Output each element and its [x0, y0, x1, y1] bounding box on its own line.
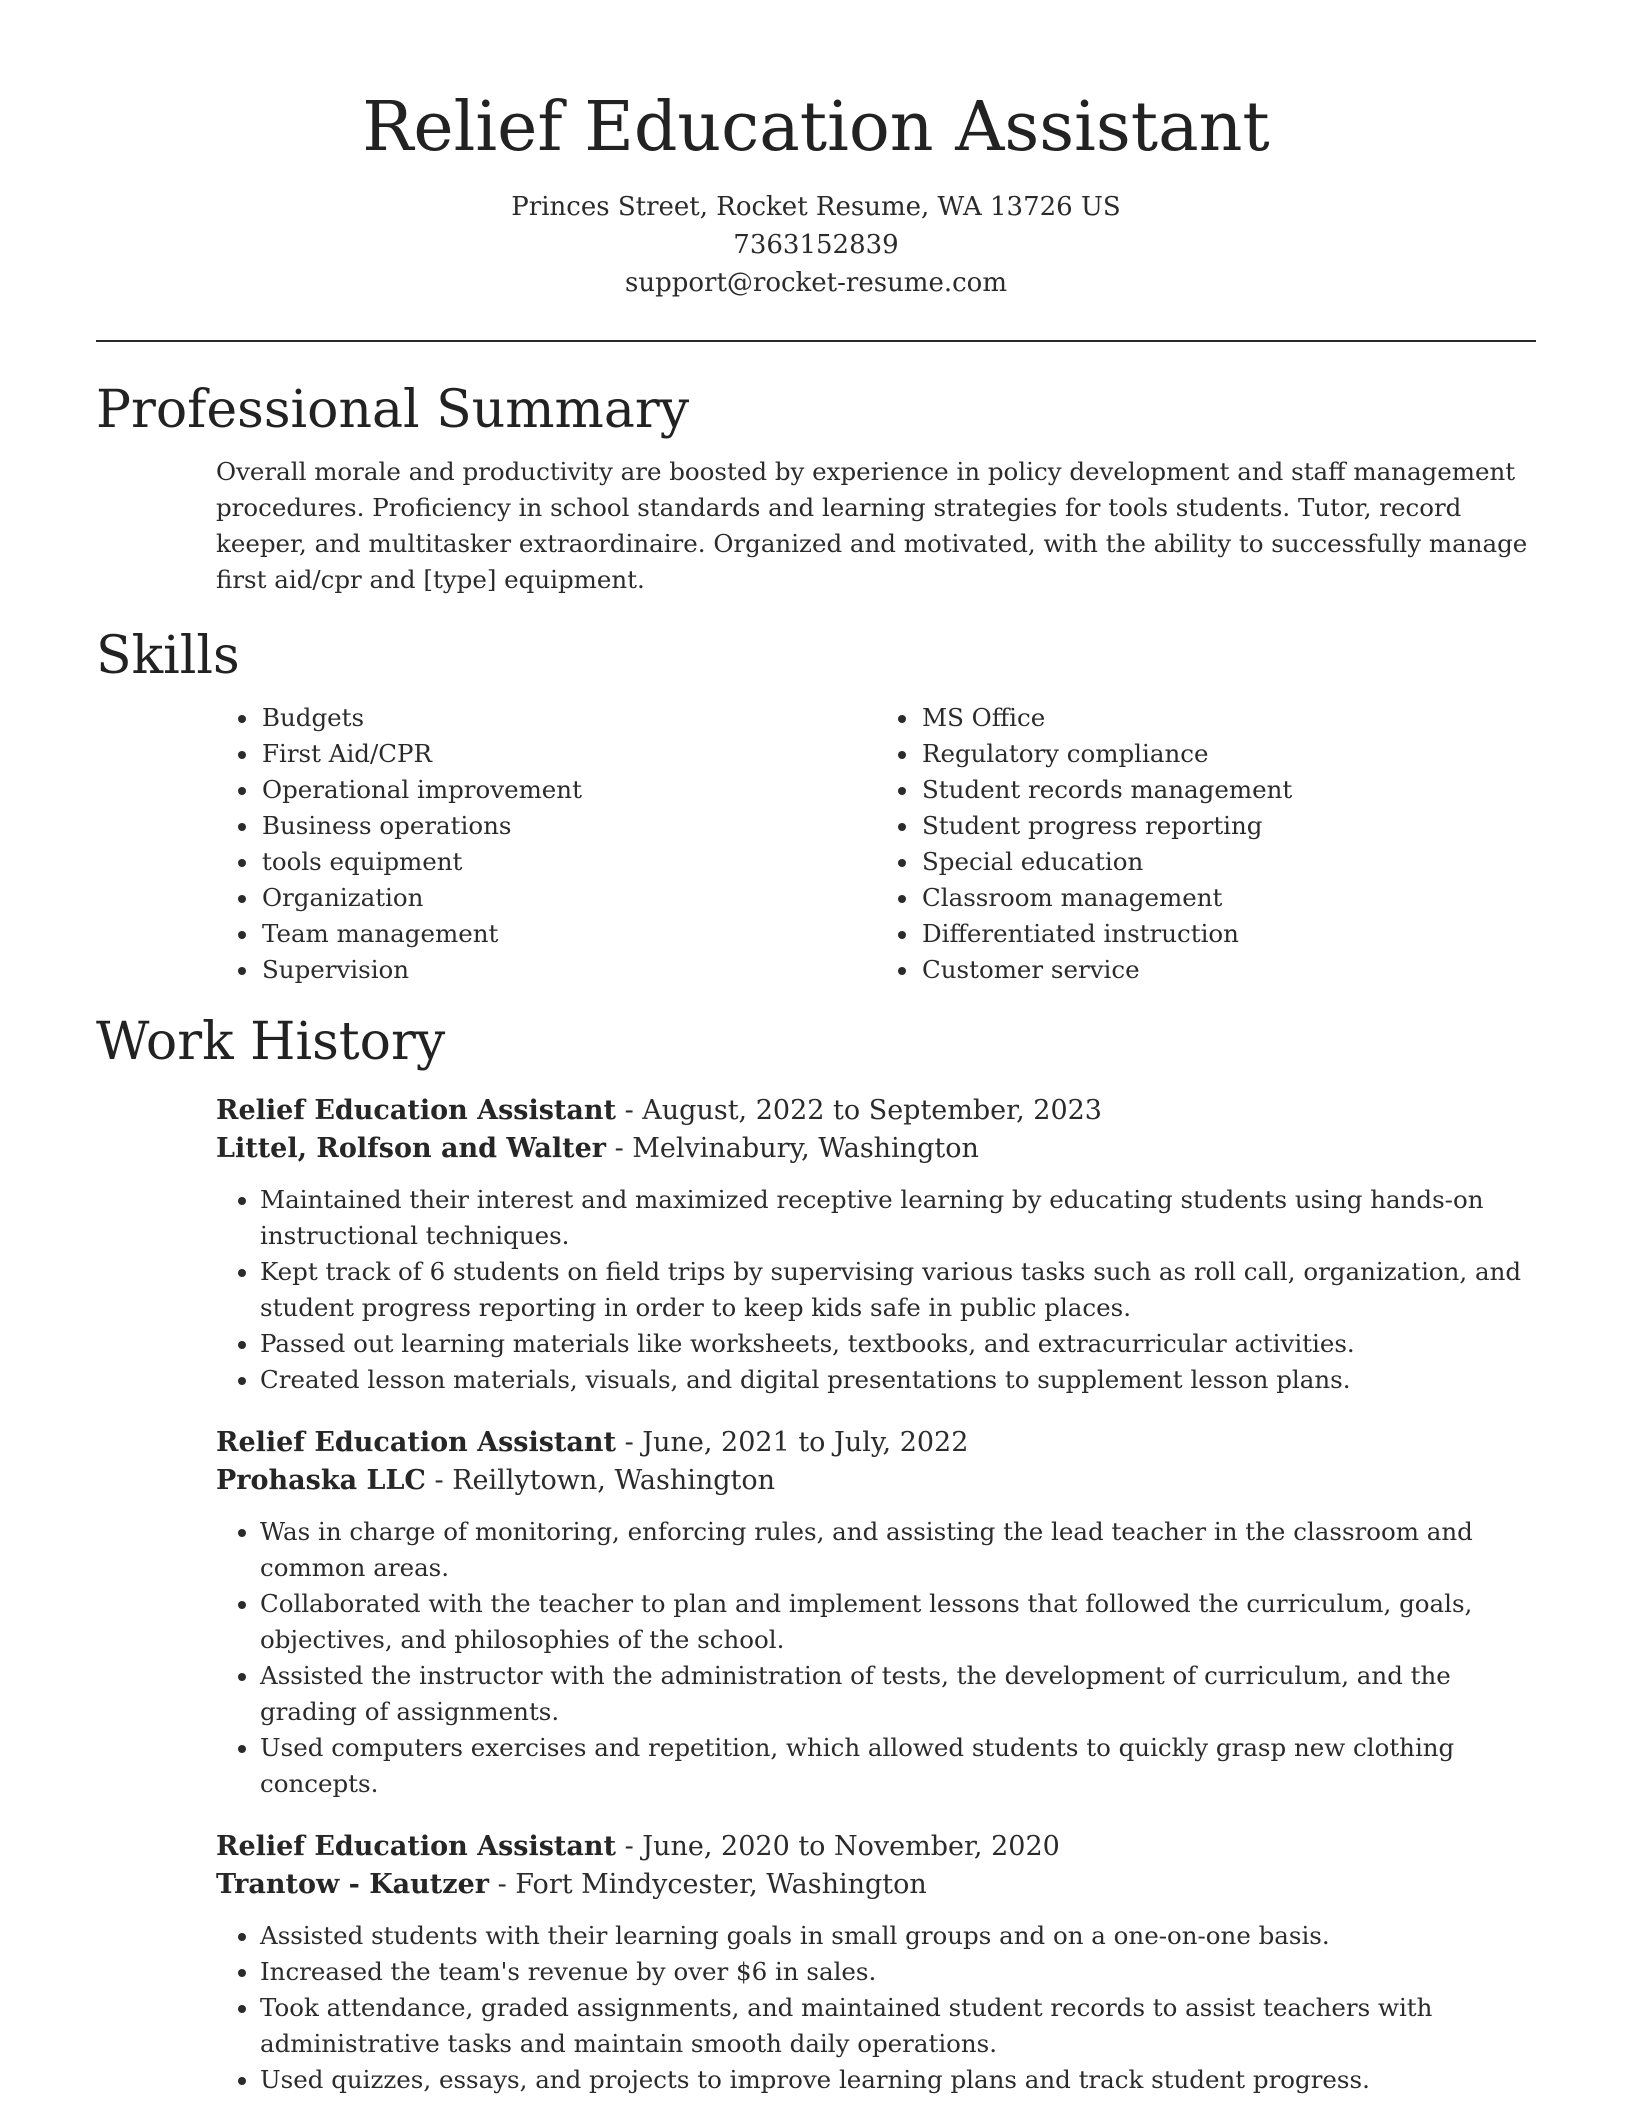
skill-item: • Supervision [260, 952, 876, 988]
job-bullet: • Used computers exercises and repetition, which allowed students to quickly grasp new clothing concepts. [260, 1730, 1536, 1802]
job-location: - Reillytown, Washington [425, 1465, 776, 1496]
summary-text: Overall morale and productivity are boosted by experience in policy development and staff management procedures. Proficiency in school standards and learning strategies for tools students. Tutor, record keeper, and multitasker extraordinaire. Organized and motivated, with the ability to successfully manage first aid/cpr and [type] equipment. [216, 457, 1528, 594]
job-bullets [216, 1182, 1536, 1398]
work-history-heading: Work History [96, 1012, 446, 1072]
job-company-line [216, 1130, 1536, 1168]
work-history-section [96, 1092, 1536, 2098]
job-bullets [216, 1918, 1536, 2098]
job-location: - Fort Mindycester, Washington [489, 1869, 927, 1900]
skills-list [96, 700, 1536, 988]
job-bullet: • Assisted students with their learning goals in small groups and on a one-on-one basis. [260, 1918, 1536, 1954]
job-title-line [216, 1092, 1536, 1130]
job-bullet: • Used quizzes, essays, and projects to improve learning plans and track student progress. [260, 2062, 1536, 2098]
job-title-line [216, 1424, 1536, 1462]
summary-heading: Professional Summary [96, 380, 690, 440]
header-divider [96, 340, 1536, 342]
email: support@rocket-resume.com [624, 268, 1007, 298]
job-role: Relief Education Assistant [216, 1831, 616, 1862]
job-entry [216, 1424, 1536, 1802]
skill-item: • Regulatory compliance [920, 736, 1536, 772]
job-role: Relief Education Assistant [216, 1427, 616, 1458]
job-dates: - June, 2020 to November, 2020 [616, 1831, 1060, 1862]
job-bullets [216, 1514, 1536, 1802]
job-dates: - June, 2021 to July, 2022 [616, 1427, 969, 1458]
skill-item: • Business operations [260, 808, 876, 844]
phone: 7363152839 [733, 230, 899, 260]
skills-heading: Skills [96, 626, 240, 686]
job-company-line [216, 1462, 1536, 1500]
skill-item: • Budgets [260, 700, 876, 736]
job-company-line [216, 1866, 1536, 1904]
candidate-name: Relief Education Assistant [362, 88, 1270, 167]
job-location: - Melvinabury, Washington [605, 1133, 979, 1164]
job-bullet: • Was in charge of monitoring, enforcing rules, and assisting the lead teacher in the classroom and common areas. [260, 1514, 1536, 1586]
job-dates: - August, 2022 to September, 2023 [616, 1095, 1102, 1126]
job-company: Littel, Rolfson and Walter [216, 1133, 606, 1164]
skill-item: • Student progress reporting [920, 808, 1536, 844]
skill-item: • Classroom management [920, 880, 1536, 916]
contact-info [96, 188, 1536, 302]
job-bullet: • Took attendance, graded assignments, and maintained student records to assist teachers with administrative tasks and maintain smooth daily operations. [260, 1990, 1536, 2062]
skill-item: • Special education [920, 844, 1536, 880]
resume-header [96, 0, 1536, 302]
skill-item: • Operational improvement [260, 772, 876, 808]
address: Princes Street, Rocket Resume, WA 13726 US [511, 192, 1121, 222]
job-bullet: • Maintained their interest and maximized receptive learning by educating students using hands-on instructional techniques. [260, 1182, 1536, 1254]
job-entry [216, 1828, 1536, 2098]
job-bullet: • Increased the team's revenue by over $6 in sales. [260, 1954, 1536, 1990]
skills-column-left [216, 700, 876, 988]
job-bullet: • Collaborated with the teacher to plan and implement lessons that followed the curriculum, goals, objectives, and philosophies of the school. [260, 1586, 1536, 1658]
job-bullet: • Assisted the instructor with the administration of tests, the development of curriculum, and the grading of assignments. [260, 1658, 1536, 1730]
skill-item: • First Aid/CPR [260, 736, 876, 772]
job-title-line [216, 1828, 1536, 1866]
skill-item: • Student records management [920, 772, 1536, 808]
job-bullet: • Kept track of 6 students on field trips by supervising various tasks such as roll call, organization, and student progress reporting in order to keep kids safe in public places. [260, 1254, 1536, 1326]
job-bullet: • Passed out learning materials like worksheets, textbooks, and extracurricular activities. [260, 1326, 1536, 1362]
skill-item: • Team management [260, 916, 876, 952]
job-entry [216, 1092, 1536, 1398]
job-role: Relief Education Assistant [216, 1095, 616, 1126]
summary-section [96, 454, 1536, 598]
job-company: Trantow - Kautzer [216, 1869, 490, 1900]
skill-item: • Customer service [920, 952, 1536, 988]
skill-item: • Differentiated instruction [920, 916, 1536, 952]
job-bullet: • Created lesson materials, visuals, and digital presentations to supplement lesson plans. [260, 1362, 1536, 1398]
skill-item: • tools equipment [260, 844, 876, 880]
skill-item: • Organization [260, 880, 876, 916]
job-company: Prohaska LLC [216, 1465, 426, 1496]
skill-item: • MS Office [920, 700, 1536, 736]
skills-column-right [876, 700, 1536, 988]
